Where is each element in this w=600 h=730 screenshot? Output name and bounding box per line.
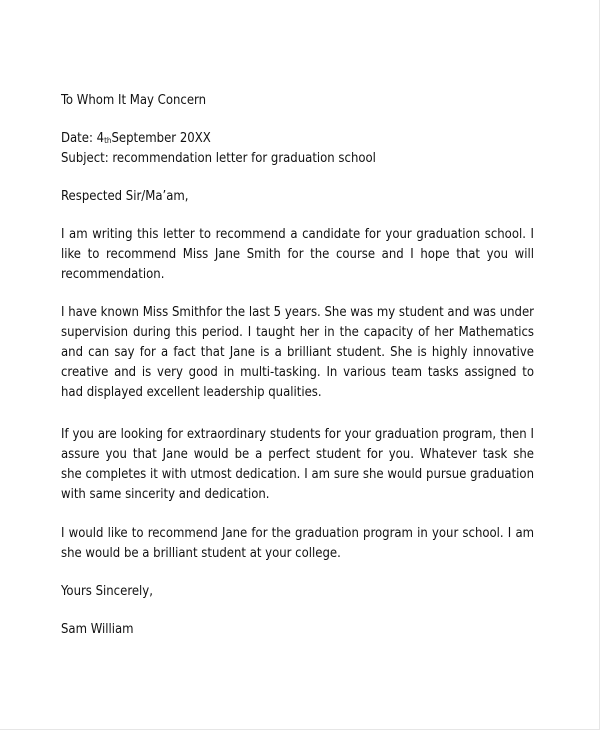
subject-line: Subject: recommendation letter for graduation school: [61, 151, 376, 166]
paragraph-line: like to recommend Miss Jane Smith for the course and I hope that you will: [61, 247, 534, 262]
paragraph-line: I have known Miss Smithfor the last 5 years. She was my student and was under: [61, 305, 534, 320]
paragraph-line: creative and is very good in multi-tasking. In various team tasks assigned to: [61, 365, 534, 380]
date-ordinal: th: [104, 136, 112, 145]
paragraph-line: assure you that Jane would be a perfect student for you. Whatever task she: [61, 447, 534, 462]
closing: Yours Sincerely,: [61, 584, 153, 599]
date-month-year: September 20XX: [111, 131, 211, 146]
date-line: [61, 129, 211, 151]
paragraph-line: supervision during this period. I taught her in the capacity of her Mathematics: [61, 325, 534, 340]
signature-name: Sam William: [61, 622, 134, 637]
paragraph-line: she would be a brilliant student at your college.: [61, 546, 341, 561]
paragraph-line: and can say for a fact that Jane is a brilliant student. She is highly innovative: [61, 345, 534, 360]
to-whom-heading: To Whom It May Concern: [61, 93, 207, 108]
date-label: Date: 4: [61, 131, 105, 146]
paragraph-line: I would like to recommend Jane for the graduation program in your school. I am: [61, 526, 534, 541]
paragraph-line: I am writing this letter to recommend a candidate for your graduation school. I: [61, 227, 534, 242]
paragraph-line: recommendation.: [61, 267, 165, 282]
paragraph-line: she completes it with utmost dedication. I am sure she would pursue graduation: [61, 467, 534, 482]
paragraph-3: [61, 425, 534, 505]
paragraph-line: had displayed excellent leadership qualities.: [61, 385, 322, 400]
paragraph-1: [61, 225, 534, 285]
paragraph-4: [61, 524, 534, 564]
greeting: Respected Sir/Ma’am,: [61, 189, 189, 204]
paragraph-line: If you are looking for extraordinary students for your graduation program, then I: [61, 427, 534, 442]
paragraph-2: [61, 303, 534, 403]
paragraph-line: with same sincerity and dedication.: [61, 487, 270, 502]
